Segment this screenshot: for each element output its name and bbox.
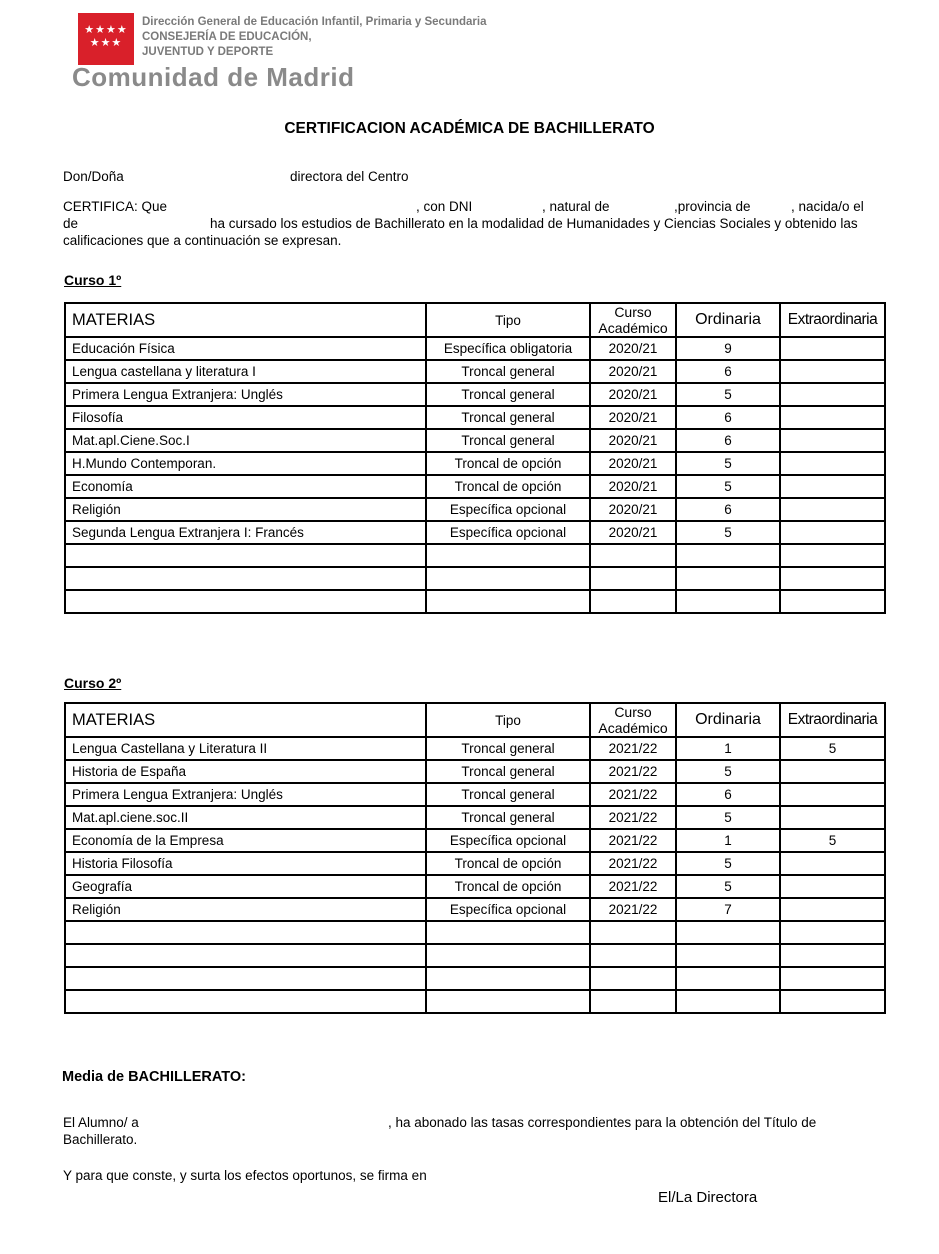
tipo-cell: Específica opcional xyxy=(426,898,590,921)
col-curso-academico: Curso Académico xyxy=(590,303,676,337)
materia-cell: Segunda Lengua Extranjera I: Francés xyxy=(65,521,426,544)
tipo-cell: Troncal general xyxy=(426,383,590,406)
extraordinaria-cell xyxy=(780,475,885,498)
header-line-2: CONSEJERÍA DE EDUCACIÓN, xyxy=(142,31,312,43)
curso-cell: 2021/22 xyxy=(590,806,676,829)
curso-cell: 2021/22 xyxy=(590,737,676,760)
natural-de-label: , natural de xyxy=(542,199,610,214)
table-row xyxy=(65,383,885,406)
header-line-3: JUVENTUD Y DEPORTE xyxy=(142,46,274,58)
materia-cell xyxy=(65,967,426,990)
brand-name: Comunidad de Madrid xyxy=(72,62,355,92)
table-row xyxy=(65,921,885,944)
table-row xyxy=(65,852,885,875)
curso-cell: 2021/22 xyxy=(590,760,676,783)
directora-label: directora del Centro xyxy=(290,169,409,184)
ordinaria-cell: 5 xyxy=(676,452,780,475)
curso-2-table xyxy=(64,702,886,1014)
col-tipo: Tipo xyxy=(426,303,590,337)
materia-cell xyxy=(65,944,426,967)
curso-cell: 2020/21 xyxy=(590,360,676,383)
ordinaria-cell: 6 xyxy=(676,429,780,452)
extraordinaria-cell xyxy=(780,567,885,590)
ordinaria-cell: 5 xyxy=(676,521,780,544)
don-label: Don/Doña xyxy=(63,169,124,184)
ordinaria-cell xyxy=(676,921,780,944)
col-ordinaria: Ordinaria xyxy=(676,303,780,337)
extraordinaria-cell xyxy=(780,337,885,360)
table-row xyxy=(65,406,885,429)
extraordinaria-cell xyxy=(780,990,885,1013)
extraordinaria-cell xyxy=(780,921,885,944)
table-row xyxy=(65,990,885,1013)
table-row xyxy=(65,567,885,590)
abonado-text: , ha abonado las tasas correspondientes para la obtención del Título de xyxy=(388,1115,817,1130)
col-extraordinaria: Extraordinaria xyxy=(780,303,885,337)
col-curso-academico: Curso Académico xyxy=(590,703,676,737)
ordinaria-cell: 9 xyxy=(676,337,780,360)
table-row xyxy=(65,806,885,829)
calificaciones-text: calificaciones que a continuación se expresan. xyxy=(63,233,342,248)
extraordinaria-cell xyxy=(780,452,885,475)
col-extraordinaria: Extraordinaria xyxy=(780,703,885,737)
tipo-cell xyxy=(426,990,590,1013)
ordinaria-cell: 6 xyxy=(676,406,780,429)
curso-cell: 2021/22 xyxy=(590,898,676,921)
ordinaria-cell xyxy=(676,590,780,613)
tipo-cell xyxy=(426,544,590,567)
table-row xyxy=(65,590,885,613)
table-row xyxy=(65,737,885,760)
extraordinaria-cell xyxy=(780,544,885,567)
col-tipo: Tipo xyxy=(426,703,590,737)
table-row xyxy=(65,944,885,967)
ordinaria-cell: 5 xyxy=(676,760,780,783)
table-row xyxy=(65,337,885,360)
table-row xyxy=(65,544,885,567)
curso-cell: 2020/21 xyxy=(590,521,676,544)
extraordinaria-cell xyxy=(780,590,885,613)
extraordinaria-cell xyxy=(780,429,885,452)
firma-directora: El/La Directora xyxy=(658,1189,758,1206)
extraordinaria-cell xyxy=(780,967,885,990)
curso-cell: 2021/22 xyxy=(590,852,676,875)
header-line-1: Dirección General de Educación Infantil, Primaria y Secundaria xyxy=(142,16,487,28)
materia-cell: Lengua castellana y literatura I xyxy=(65,360,426,383)
curso-2-heading: Curso 2º xyxy=(64,675,122,691)
table-row xyxy=(65,967,885,990)
curso-cell xyxy=(590,921,676,944)
conste-text: Y para que conste, y surta los efectos oportunos, se firma en xyxy=(63,1168,427,1183)
ordinaria-cell: 5 xyxy=(676,806,780,829)
con-dni-label: , con DNI xyxy=(416,199,473,214)
materia-cell: Mat.apl.ciene.soc.II xyxy=(65,806,426,829)
table-row xyxy=(65,875,885,898)
curso-1-table xyxy=(64,302,886,614)
table-row xyxy=(65,429,885,452)
comunidad-madrid-flag-logo xyxy=(78,13,134,65)
materia-cell: H.Mundo Contemporan. xyxy=(65,452,426,475)
materia-cell xyxy=(65,921,426,944)
nacida-el-label: , nacida/o el xyxy=(791,199,864,214)
bachillerato-text: Bachillerato. xyxy=(63,1132,138,1147)
curso-cell: 2020/21 xyxy=(590,383,676,406)
extraordinaria-cell xyxy=(780,875,885,898)
curso-cell: 2020/21 xyxy=(590,452,676,475)
curso-cell: 2020/21 xyxy=(590,406,676,429)
de-label: de xyxy=(63,216,79,231)
tipo-cell xyxy=(426,921,590,944)
stars-icon: ★★★★ ★★★ xyxy=(84,24,128,49)
materia-cell xyxy=(65,590,426,613)
media-bachillerato-label: Media de BACHILLERATO: xyxy=(62,1069,246,1085)
ordinaria-cell: 6 xyxy=(676,360,780,383)
ordinaria-cell: 6 xyxy=(676,498,780,521)
cursado-text: ha cursado los estudios de Bachillerato en la modalidad de Humanidades y Ciencias Sociales y obtenido las xyxy=(210,216,858,231)
col-materias: MATERIAS xyxy=(65,303,426,337)
curso-cell: 2020/21 xyxy=(590,498,676,521)
tipo-cell: Específica obligatoria xyxy=(426,337,590,360)
tipo-cell: Troncal de opción xyxy=(426,852,590,875)
curso-cell xyxy=(590,544,676,567)
ordinaria-cell: 7 xyxy=(676,898,780,921)
curso-cell: 2021/22 xyxy=(590,783,676,806)
materia-cell: Mat.apl.Ciene.Soc.I xyxy=(65,429,426,452)
materia-cell: Lengua Castellana y Literatura II xyxy=(65,737,426,760)
curso-cell: 2020/21 xyxy=(590,337,676,360)
tipo-cell: Troncal de opción xyxy=(426,475,590,498)
curso-cell xyxy=(590,567,676,590)
curso-cell: 2021/22 xyxy=(590,829,676,852)
materia-cell: Historia Filosofía xyxy=(65,852,426,875)
table-row xyxy=(65,475,885,498)
ordinaria-cell: 5 xyxy=(676,875,780,898)
curso-1-heading: Curso 1º xyxy=(64,272,122,288)
tipo-cell: Específica opcional xyxy=(426,498,590,521)
ordinaria-cell xyxy=(676,567,780,590)
ordinaria-cell: 6 xyxy=(676,783,780,806)
extraordinaria-cell xyxy=(780,898,885,921)
tipo-cell: Troncal general xyxy=(426,783,590,806)
materia-cell: Religión xyxy=(65,498,426,521)
curso-cell xyxy=(590,944,676,967)
curso-cell: 2021/22 xyxy=(590,875,676,898)
curso-cell: 2020/21 xyxy=(590,475,676,498)
alumno-label: El Alumno/ a xyxy=(63,1115,139,1130)
materia-cell: Primera Lengua Extranjera: Unglés xyxy=(65,783,426,806)
tipo-cell: Troncal general xyxy=(426,429,590,452)
extraordinaria-cell: 5 xyxy=(780,737,885,760)
extraordinaria-cell xyxy=(780,498,885,521)
extraordinaria-cell xyxy=(780,383,885,406)
tipo-cell xyxy=(426,967,590,990)
table-row xyxy=(65,760,885,783)
table-row xyxy=(65,521,885,544)
table-row xyxy=(65,360,885,383)
materia-cell xyxy=(65,990,426,1013)
extraordinaria-cell xyxy=(780,406,885,429)
tipo-cell: Específica opcional xyxy=(426,829,590,852)
ordinaria-cell: 5 xyxy=(676,475,780,498)
certifica-label: CERTIFICA: Que xyxy=(63,199,168,214)
tipo-cell xyxy=(426,590,590,613)
extraordinaria-cell xyxy=(780,783,885,806)
materia-cell xyxy=(65,567,426,590)
extraordinaria-cell xyxy=(780,521,885,544)
extraordinaria-cell xyxy=(780,760,885,783)
materia-cell: Primera Lengua Extranjera: Unglés xyxy=(65,383,426,406)
ordinaria-cell: 5 xyxy=(676,383,780,406)
extraordinaria-cell xyxy=(780,806,885,829)
extraordinaria-cell xyxy=(780,360,885,383)
tipo-cell: Troncal general xyxy=(426,760,590,783)
materia-cell: Filosofía xyxy=(65,406,426,429)
materia-cell: Economía de la Empresa xyxy=(65,829,426,852)
materia-cell: Religión xyxy=(65,898,426,921)
materia-cell: Historia de España xyxy=(65,760,426,783)
ordinaria-cell xyxy=(676,944,780,967)
materia-cell: Geografía xyxy=(65,875,426,898)
tipo-cell: Troncal general xyxy=(426,806,590,829)
ordinaria-cell: 1 xyxy=(676,829,780,852)
col-ordinaria: Ordinaria xyxy=(676,703,780,737)
curso-cell xyxy=(590,990,676,1013)
curso-cell xyxy=(590,967,676,990)
tipo-cell xyxy=(426,944,590,967)
curso-cell xyxy=(590,590,676,613)
materia-cell: Educación Física xyxy=(65,337,426,360)
ordinaria-cell xyxy=(676,967,780,990)
tipo-cell: Troncal general xyxy=(426,360,590,383)
tipo-cell: Troncal de opción xyxy=(426,452,590,475)
materia-cell: Economía xyxy=(65,475,426,498)
table-row xyxy=(65,498,885,521)
col-materias: MATERIAS xyxy=(65,703,426,737)
table-row xyxy=(65,898,885,921)
header-department xyxy=(142,15,486,60)
ordinaria-cell: 5 xyxy=(676,852,780,875)
tipo-cell: Específica opcional xyxy=(426,521,590,544)
extraordinaria-cell xyxy=(780,944,885,967)
extraordinaria-cell xyxy=(780,852,885,875)
tipo-cell: Troncal general xyxy=(426,406,590,429)
tipo-cell xyxy=(426,567,590,590)
ordinaria-cell: 1 xyxy=(676,737,780,760)
materia-cell xyxy=(65,544,426,567)
table-row xyxy=(65,783,885,806)
table-row xyxy=(65,452,885,475)
provincia-de-label: ,provincia de xyxy=(674,199,751,214)
tipo-cell: Troncal de opción xyxy=(426,875,590,898)
curso-cell: 2020/21 xyxy=(590,429,676,452)
table-row xyxy=(65,829,885,852)
extraordinaria-cell: 5 xyxy=(780,829,885,852)
tipo-cell: Troncal general xyxy=(426,737,590,760)
ordinaria-cell xyxy=(676,990,780,1013)
document-title: CERTIFICACION ACADÉMICA DE BACHILLERATO xyxy=(284,120,655,137)
ordinaria-cell xyxy=(676,544,780,567)
